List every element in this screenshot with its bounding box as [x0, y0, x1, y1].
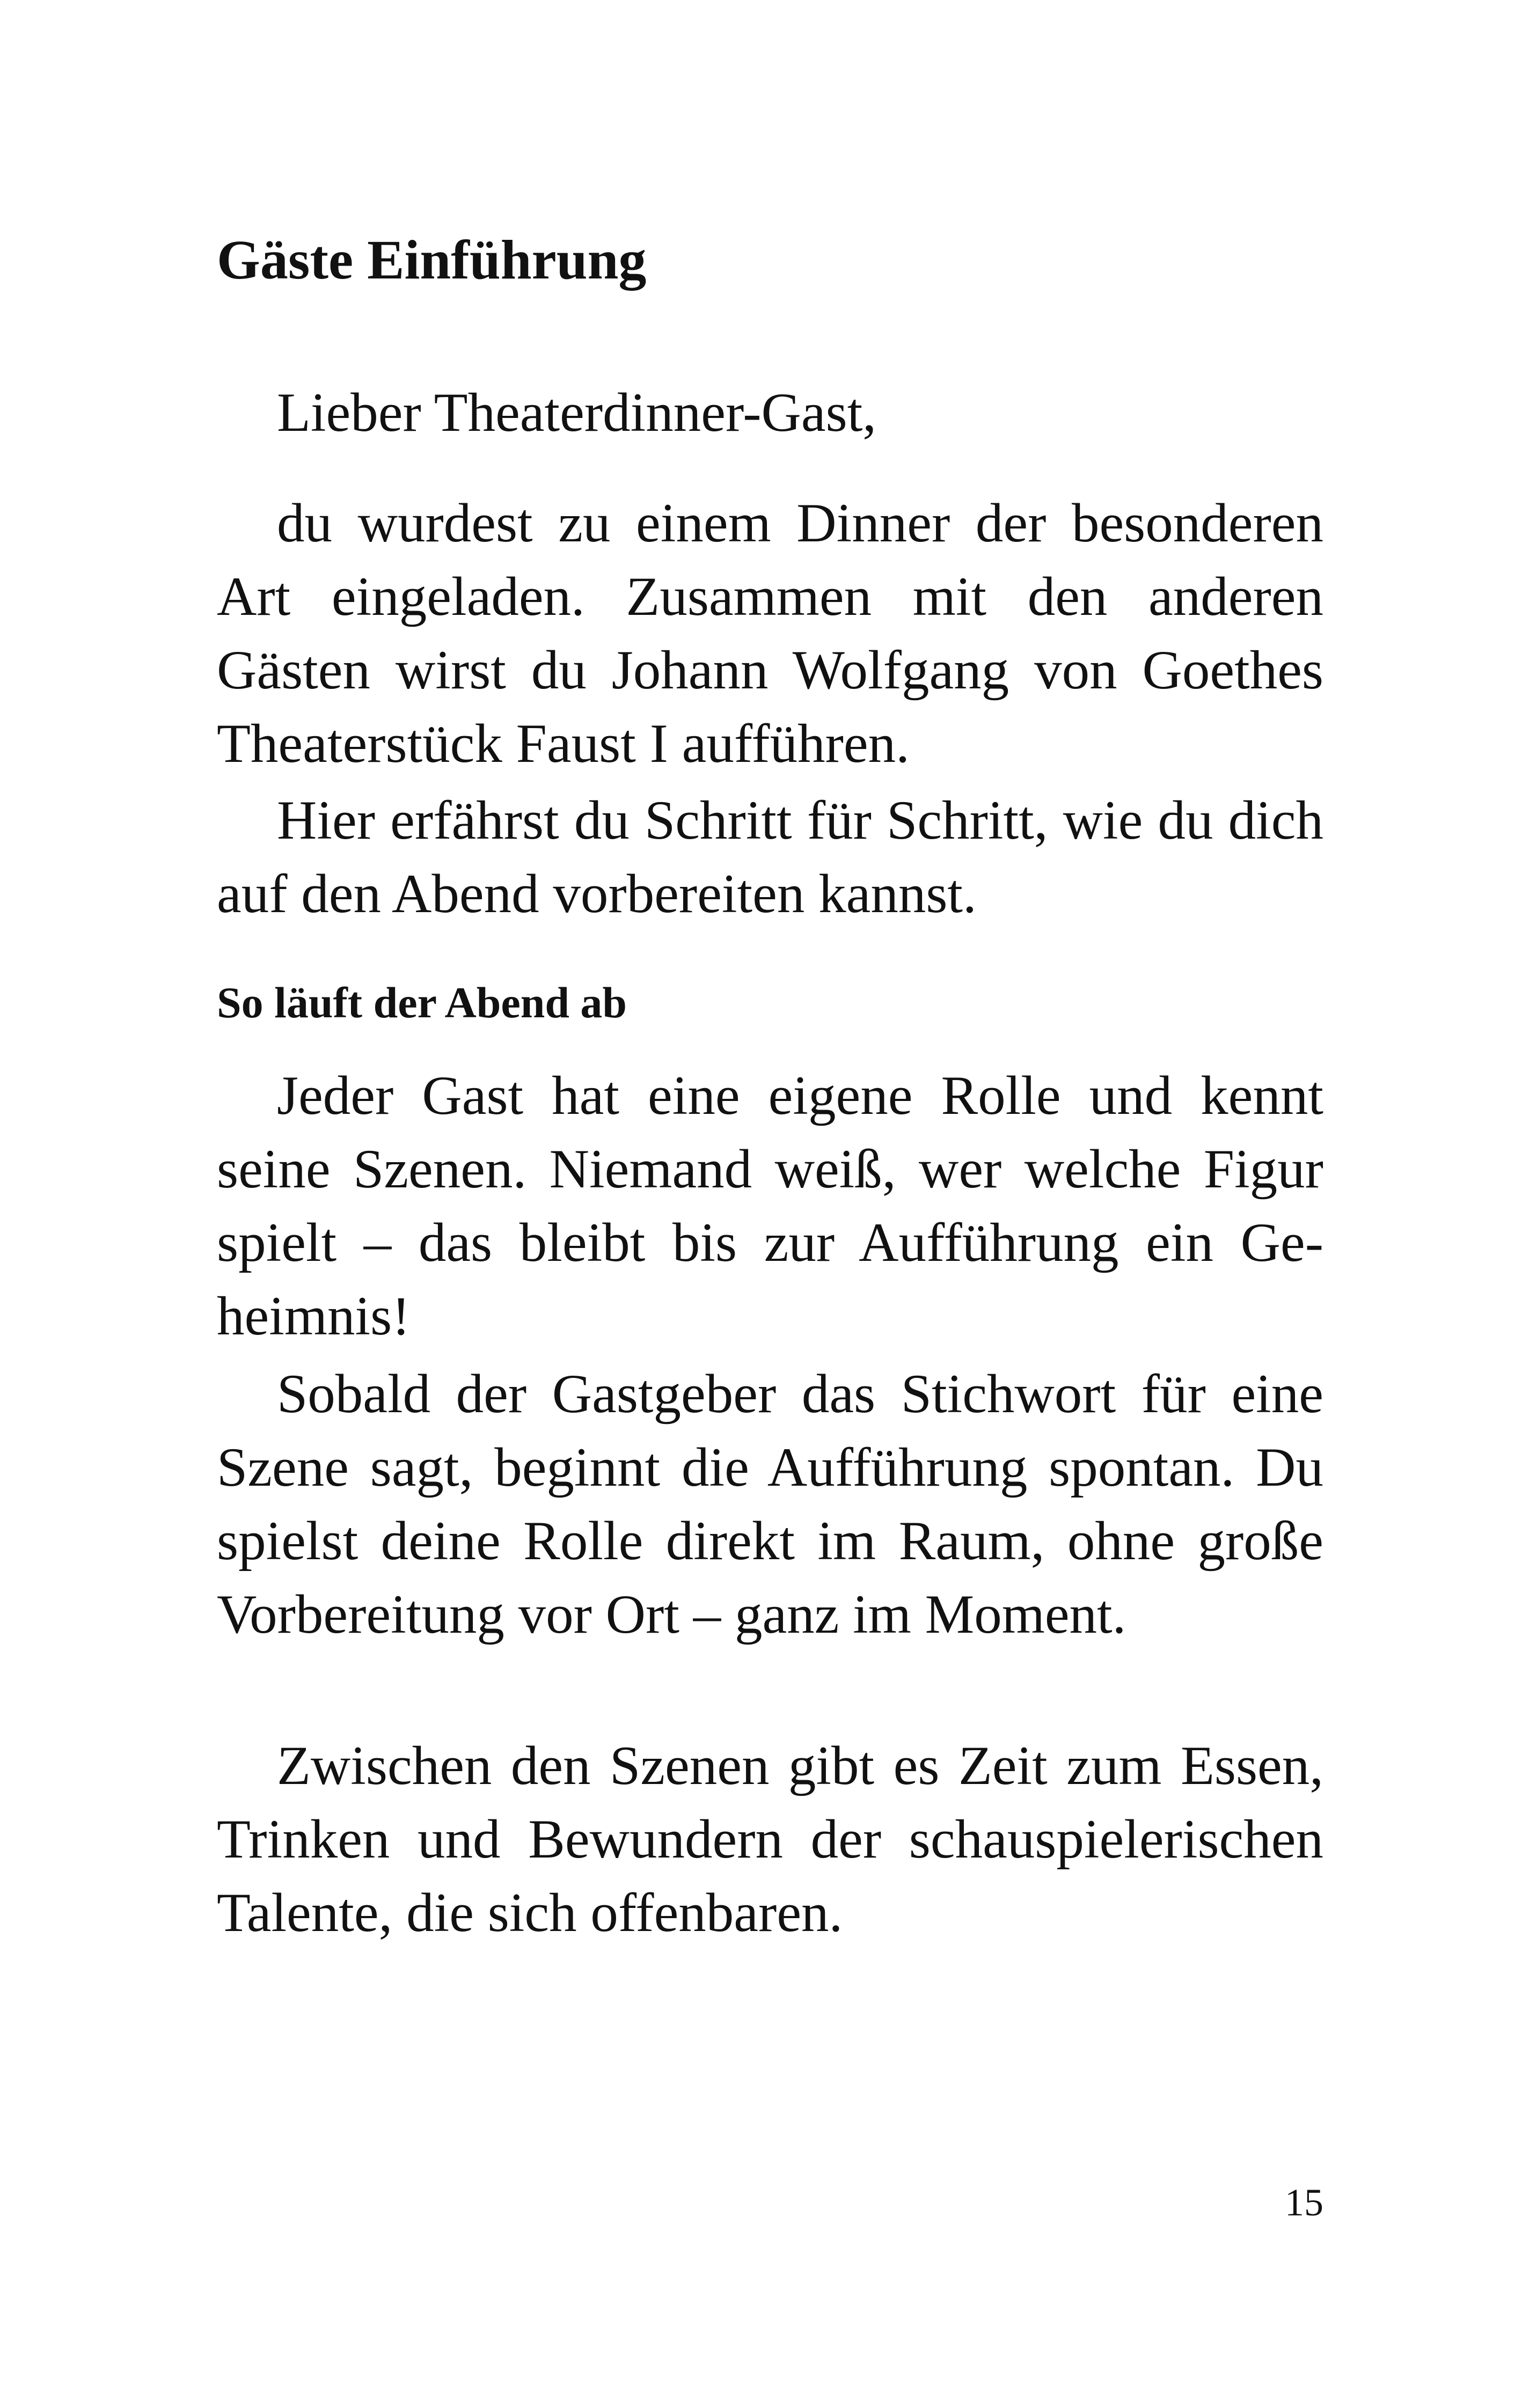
greeting: Lieber Theaterdinner-Gast, — [277, 382, 877, 443]
intro-paragraph-1: du wurdest zu einem Dinner der besonderen Art eingeladen. Zusammen mit den anderen Gästen wirst du Johann Wolfgang von Goethes Theaterstück Faust I aufführen. — [217, 493, 1323, 774]
page-title: Gäste Einführung — [217, 229, 647, 291]
section-paragraph-2: Sobald der Gastgeber das Stichwort für eine Szene sagt, beginnt die Aufführung spontan. Du spielst deine Rolle direkt im Raum, ohne große Vorbereitung vor Ort – ganz im Moment. — [217, 1363, 1323, 1645]
section-paragraph-1: Jeder Gast hat eine eigene Rolle und kennt seine Szenen. Niemand weiß, wer welche Figur spielt – das bleibt bis zur Aufführung ein Geheimnis! — [217, 1065, 1323, 1347]
page-number: 15 — [1285, 2181, 1323, 2224]
section-paragraph-3: Zwischen den Szenen gibt es Zeit zum Essen, Trinken und Bewundern der schauspielerischen Talente, die sich offenbaren. — [217, 1735, 1323, 1943]
section-heading: So läuft der Abend ab — [217, 978, 627, 1027]
intro-paragraph-2: Hier erfährst du Schritt für Schritt, wie du dich auf den Abend vorbereiten kannst. — [217, 790, 1323, 924]
